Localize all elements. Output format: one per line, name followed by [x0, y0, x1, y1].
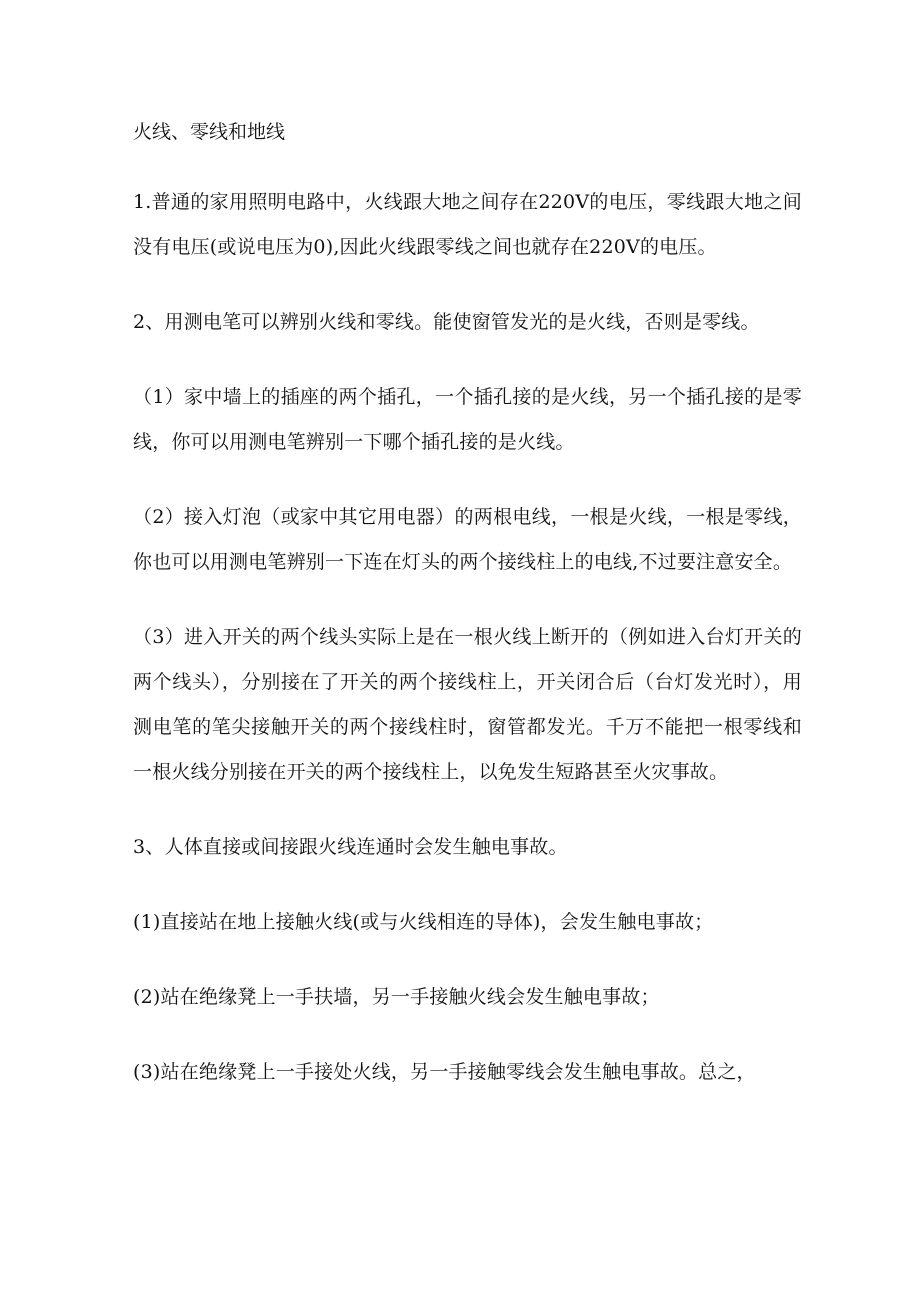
- paragraph-voltage: 1.普通的家用照明电路中，火线跟大地之间存在220V的电压，零线跟大地之间没有电压(或说电压为0),因此火线跟零线之间也就存在220V的电压。: [133, 191, 802, 258]
- paragraph-test-pen: 2、用测电笔可以辨别火线和零线。能使窗管发光的是火线，否则是零线。: [133, 311, 760, 333]
- paragraph-shock-case-1: (1)直接站在地上接触火线(或与火线相连的导体)，会发生触电事故；: [133, 911, 714, 933]
- paragraph-electric-shock: 3、人体直接或间接跟火线连通时会发生触电事故。: [133, 836, 568, 858]
- document-title: 火线、零线和地线: [133, 121, 286, 143]
- paragraph-bulb-wires: （2）接入灯泡（或家中其它用电器）的两根电线，一根是火线，一根是零线，你也可以用测电笔辨别一下连在灯头的两个接线柱上的电线,不过要注意安全。: [133, 506, 802, 573]
- paragraph-shock-case-3: (3)站在绝缘凳上一手接处火线，另一手接触零线会发生触电事故。总之，: [133, 1061, 756, 1083]
- paragraph-socket: （1）家中墙上的插座的两个插孔，一个插孔接的是火线，另一个插孔接的是零线，你可以用测电笔辨别一下哪个插孔接的是火线。: [133, 386, 802, 453]
- paragraph-switch: （3）进入开关的两个线头实际上是在一根火线上断开的（例如进入台灯开关的两个线头），分别接在了开关的两个接线柱上，开关闭合后（台灯发光时），用测电笔的笔尖接触开关的两个接线柱时，窗管都发光。千万不能把一根零线和一根火线分别接在开关的两个接线柱上，以免发生短路甚至火灾事故。: [133, 626, 802, 783]
- paragraph-shock-case-2: (2)站在绝缘凳上一手扶墙，另一手接触火线会发生触电事故；: [133, 986, 660, 1008]
